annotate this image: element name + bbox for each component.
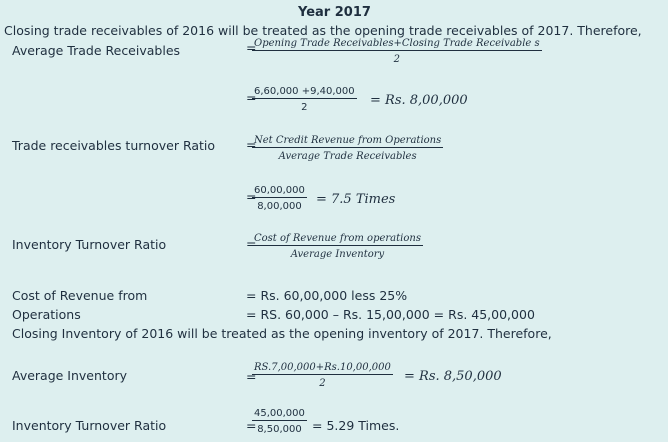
avg-tr-computation bbox=[252, 86, 357, 113]
cost-label-line1: Cost of Revenue from bbox=[12, 288, 148, 303]
avg-trade-receivables-label: Average Trade Receivables bbox=[12, 43, 181, 58]
tr-turnover-result: = 7.5 Times bbox=[316, 192, 396, 207]
avg-tr-result: = Rs. 8,00,000 bbox=[370, 93, 468, 108]
tr-turnover-formula bbox=[252, 135, 443, 162]
equals-sign: = bbox=[246, 189, 257, 204]
equals-sign: = bbox=[246, 369, 257, 384]
fraction-numerator: 60,00,000 bbox=[254, 185, 305, 196]
fraction-denominator: 8,00,000 bbox=[257, 201, 302, 212]
fraction-numerator: 6,60,000 +9,40,000 bbox=[254, 86, 355, 97]
tr-turnover-computation bbox=[252, 185, 307, 212]
avg-inventory-label: Average Inventory bbox=[12, 368, 128, 383]
fraction-numerator: Opening Trade Receivables+Closing Trade Receivable s bbox=[254, 38, 540, 49]
page-title: Year 2017 bbox=[298, 5, 371, 20]
inv-turnover2-result: = 5.29 Times. bbox=[312, 418, 400, 433]
avg-tr-formula bbox=[252, 38, 542, 65]
avg-inventory-computation bbox=[252, 362, 393, 389]
equals-sign: = bbox=[246, 90, 257, 105]
equals-sign: = bbox=[246, 40, 257, 55]
cost-value-line1: = Rs. 60,00,000 less 25% bbox=[246, 288, 408, 303]
fraction-numerator: Net Credit Revenue from Operations bbox=[254, 135, 442, 146]
equals-sign: = bbox=[246, 236, 257, 251]
avg-inventory-result: = Rs. 8,50,000 bbox=[404, 369, 502, 384]
equals-sign: = bbox=[246, 137, 257, 152]
equals-sign: = bbox=[246, 418, 257, 433]
fraction-numerator: 45,00,000 bbox=[254, 408, 305, 419]
inv-turnover-formula bbox=[252, 233, 423, 260]
intro-receivables: Closing trade receivables of 2016 will be treated as the opening trade receivables of 2017. Therefore, bbox=[4, 23, 642, 38]
fraction-denominator: Average Trade Receivables bbox=[278, 151, 417, 162]
fraction-denominator: Average Inventory bbox=[290, 249, 385, 260]
fraction-numerator: RS.7,00,000+Rs.10,00,000 bbox=[254, 362, 391, 373]
inv-turnover2-computation bbox=[252, 408, 307, 435]
tr-turnover-label: Trade receivables turnover Ratio bbox=[12, 138, 216, 153]
fraction-denominator: 2 bbox=[301, 102, 308, 113]
inv-turnover-label: Inventory Turnover Ratio bbox=[12, 237, 167, 252]
inv-turnover2-label: Inventory Turnover Ratio bbox=[12, 418, 167, 433]
fraction-denominator: 8,50,000 bbox=[257, 424, 302, 435]
fraction-numerator: Cost of Revenue from operations bbox=[254, 233, 421, 244]
cost-value-line2: = RS. 60,000 – Rs. 15,00,000 = Rs. 45,00,000 bbox=[246, 307, 535, 322]
fraction-denominator: 2 bbox=[319, 378, 326, 389]
cost-label-line2: Operations bbox=[12, 307, 81, 322]
fraction-denominator: 2 bbox=[393, 54, 400, 65]
intro-inventory: Closing Inventory of 2016 will be treated as the opening inventory of 2017. Therefore, bbox=[12, 326, 552, 341]
